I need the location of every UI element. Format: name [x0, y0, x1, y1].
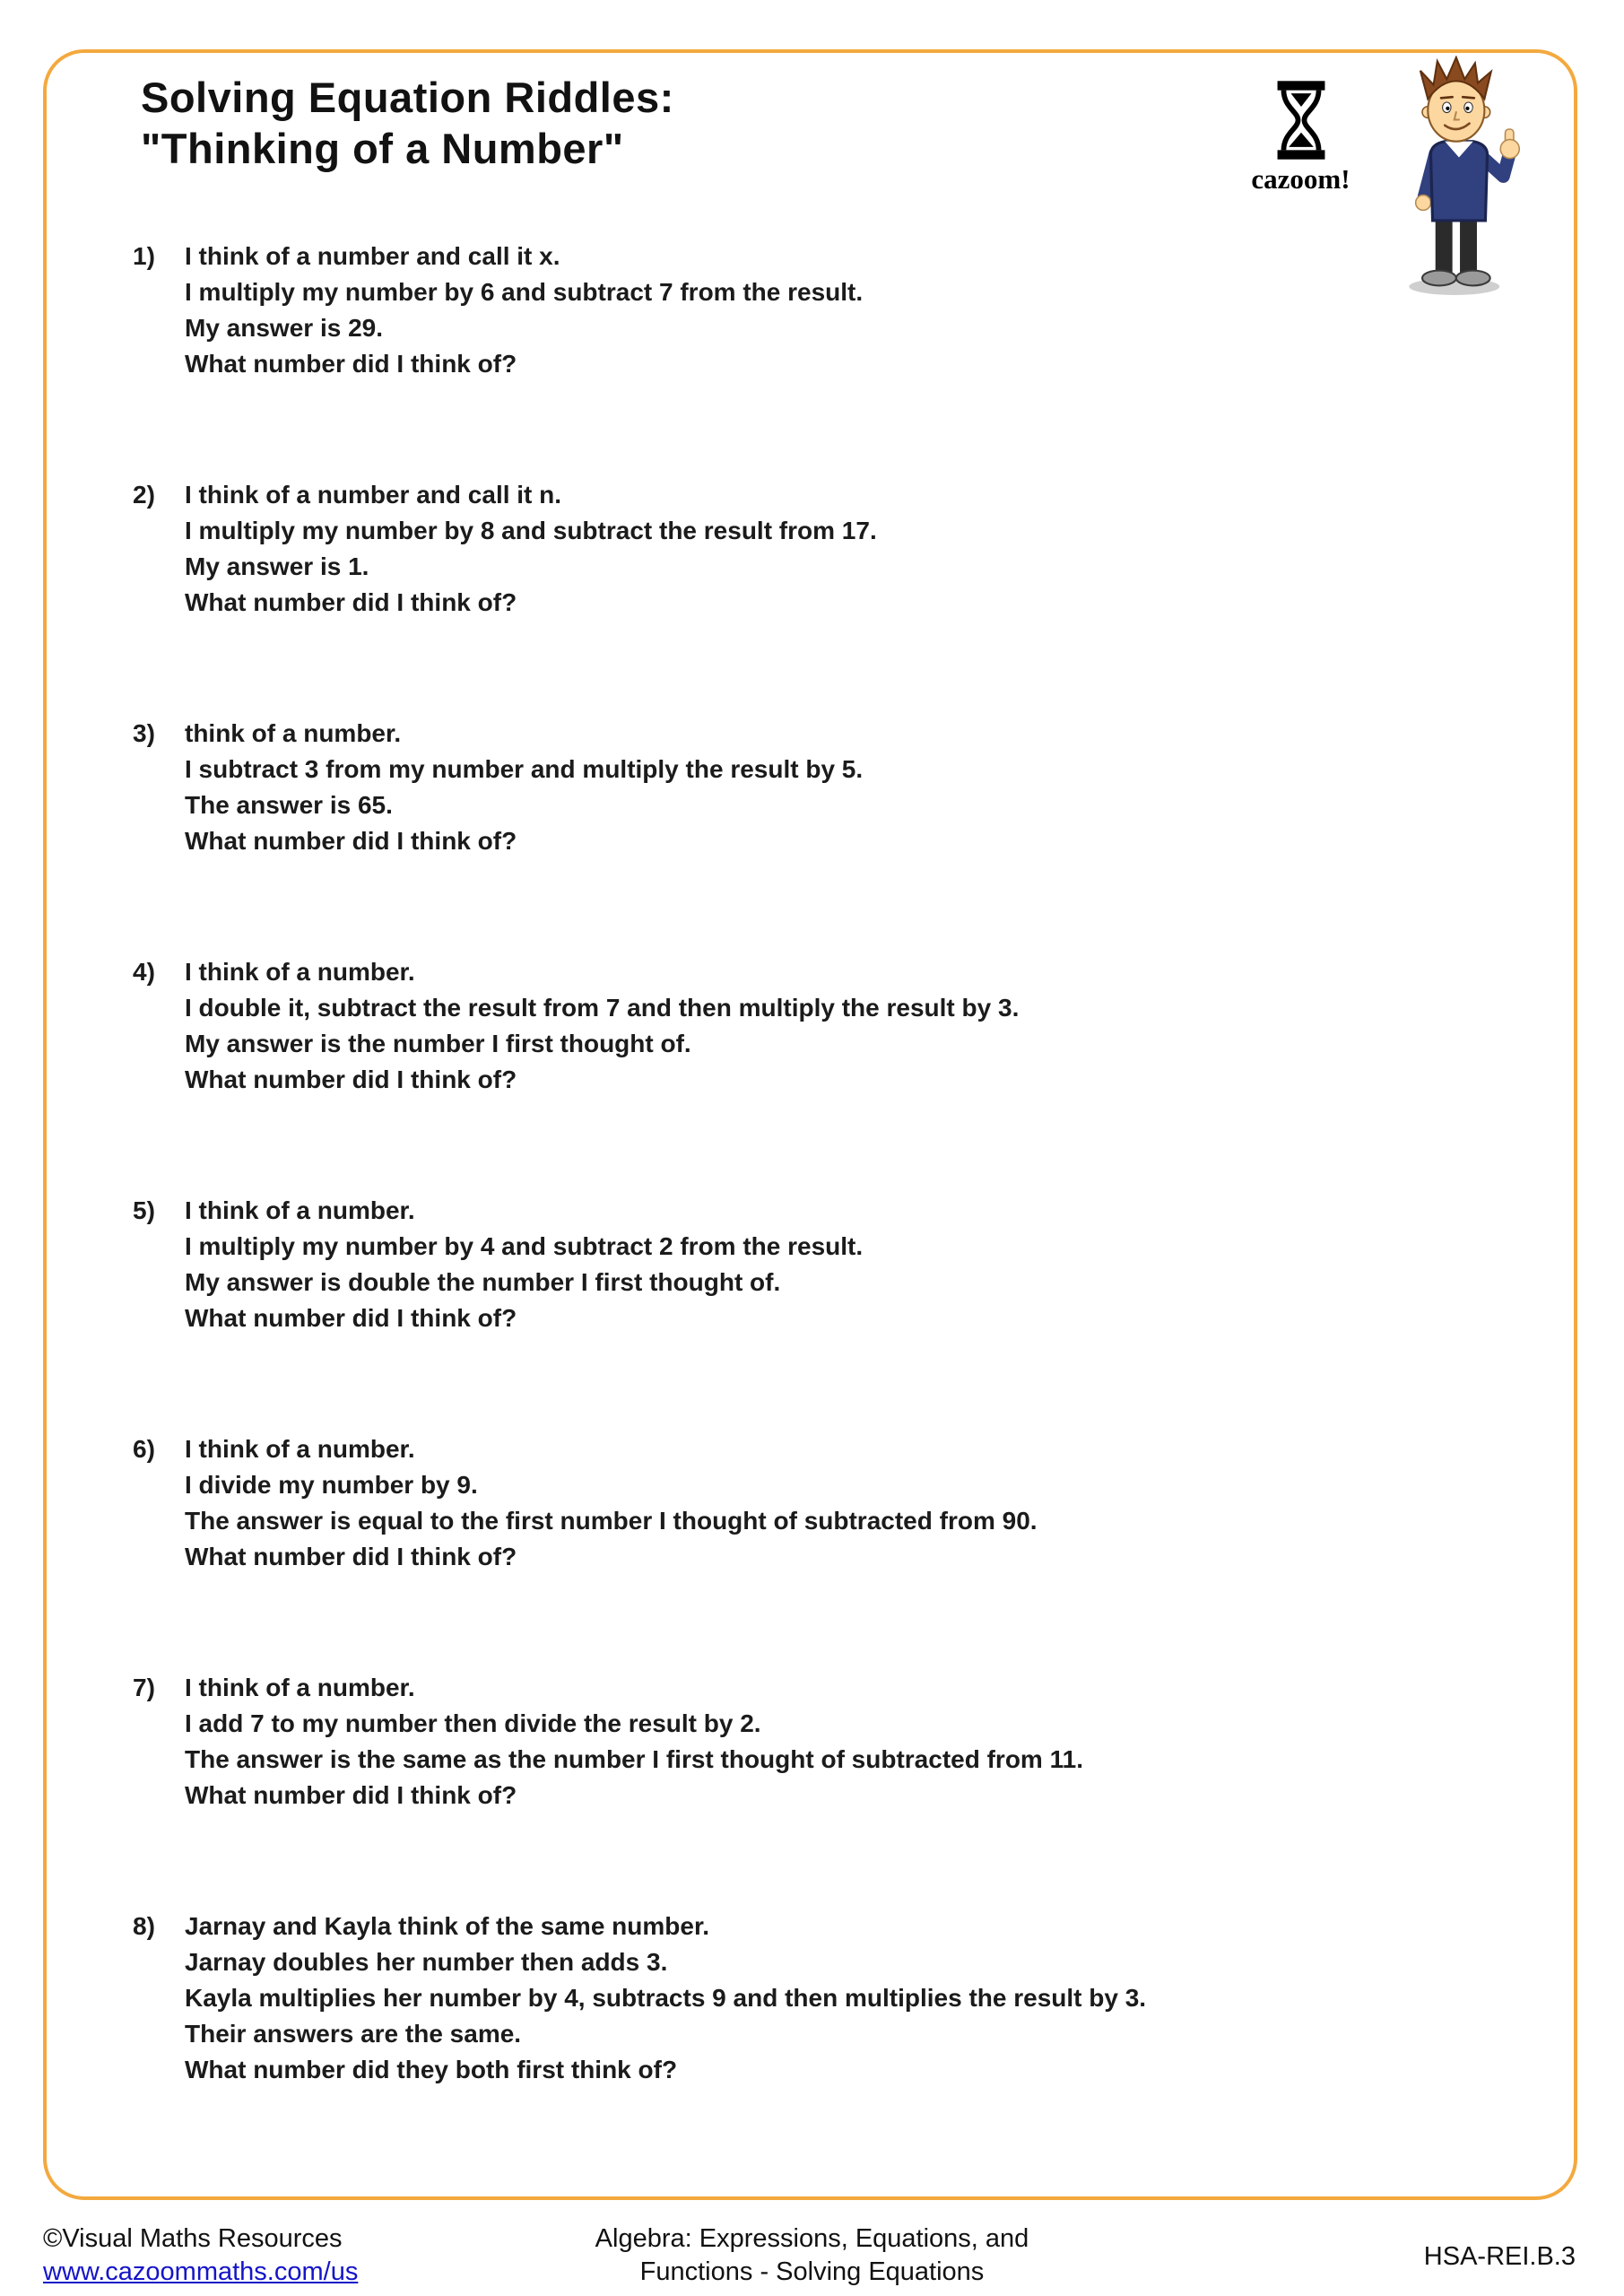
footer [43, 2222, 1581, 2289]
footer-topic-line-2: Functions - Solving Equations [639, 2257, 985, 2286]
problem-number: 8) [133, 1912, 155, 1940]
problem-lines [185, 1670, 1624, 1813]
title-line-1: Solving Equation Riddles: [141, 74, 674, 121]
problem-line: I think of a number. [185, 1674, 415, 1701]
problem-line: My answer is 1. [185, 552, 369, 580]
problem-item [0, 239, 1624, 382]
problem-line: My answer is the number I first thought of. [185, 1030, 691, 1057]
problem-number: 6) [133, 1435, 155, 1463]
cazoom-logo-text: cazoom! [1251, 163, 1350, 195]
problem-line: Their answers are the same. [185, 2020, 522, 2048]
problem-line: I think of a number and call it n. [185, 481, 562, 509]
problem-line: What number did I think of? [185, 1065, 517, 1093]
footer-topic-line-1: Algebra: Expressions, Equations, and [595, 2224, 1029, 2253]
standard-code: HSA-REI.B.3 [1423, 2242, 1576, 2271]
problem-item [0, 1670, 1624, 1813]
problem-line: What number did I think of? [185, 1304, 517, 1332]
problem-line: My answer is 29. [185, 314, 384, 342]
problem-lines [185, 1909, 1624, 2088]
problem-line: think of a number. [185, 719, 402, 747]
problem-number: 1) [133, 242, 155, 270]
problem-item [0, 477, 1624, 621]
problem-item [0, 1431, 1624, 1575]
problem-line: What number did I think of? [185, 827, 517, 855]
problem-line: I think of a number. [185, 958, 415, 986]
problem-line: What number did I think of? [185, 588, 517, 616]
problem-line: I add 7 to my number then divide the result by 2. [185, 1709, 761, 1737]
problem-line: I think of a number. [185, 1435, 415, 1463]
problem-line: I multiply my number by 6 and subtract 7 from the result. [185, 278, 864, 306]
problem-line: Jarnay doubles her number then adds 3. [185, 1948, 668, 1976]
problem-lines [185, 1431, 1624, 1575]
footer-topic [595, 2222, 1029, 2289]
problem-item [0, 716, 1624, 859]
cazoom-website-link[interactable]: www.cazoommaths.com/us [43, 2257, 359, 2286]
problem-lines [185, 239, 1624, 382]
problem-line: What number did I think of? [185, 350, 517, 378]
title-line-2: "Thinking of a Number" [141, 125, 624, 172]
problem-line: I think of a number and call it x. [185, 242, 560, 270]
problem-line: I double it, subtract the result from 7 and then multiply the result by 3. [185, 994, 1020, 1022]
problem-line: What number did they both first think of? [185, 2056, 678, 2083]
problem-line: I divide my number by 9. [185, 1471, 478, 1499]
problem-number: 3) [133, 719, 155, 747]
problem-lines [185, 716, 1624, 859]
problem-line: I multiply my number by 4 and subtract 2 from the result. [185, 1232, 864, 1260]
problem-item [0, 1193, 1624, 1336]
problem-lines [185, 1193, 1624, 1336]
problem-line: What number did I think of? [185, 1781, 517, 1809]
problem-lines [185, 954, 1624, 1098]
problem-line: The answer is equal to the first number I thought of subtracted from 90. [185, 1507, 1038, 1535]
hourglass-icon [1260, 79, 1342, 161]
problem-item [0, 1909, 1624, 2088]
problem-line: The answer is 65. [185, 791, 393, 819]
problem-line: I subtract 3 from my number and multiply the result by 5. [185, 755, 864, 783]
problem-line: I think of a number. [185, 1196, 415, 1224]
problems-list [0, 239, 1624, 2183]
problem-line: Kayla multiplies her number by 4, subtracts 9 and then multiplies the result by 3. [185, 1984, 1147, 2012]
problem-number: 4) [133, 958, 155, 986]
problem-lines [185, 477, 1624, 621]
problem-line: I multiply my number by 8 and subtract the result from 17. [185, 517, 877, 544]
problem-line: What number did I think of? [185, 1543, 517, 1570]
page-title [141, 72, 674, 174]
problem-number: 5) [133, 1196, 155, 1224]
problem-line: My answer is double the number I first thought of. [185, 1268, 781, 1296]
problem-line: The answer is the same as the number I first thought of subtracted from 11. [185, 1745, 1083, 1773]
problem-number: 7) [133, 1674, 155, 1701]
problem-item [0, 954, 1624, 1098]
footer-left [43, 2222, 595, 2289]
problem-line: Jarnay and Kayla think of the same number. [185, 1912, 710, 1940]
copyright-text: ©Visual Maths Resources [43, 2224, 343, 2253]
cazoom-logo [1236, 79, 1366, 196]
problem-number: 2) [133, 481, 155, 509]
